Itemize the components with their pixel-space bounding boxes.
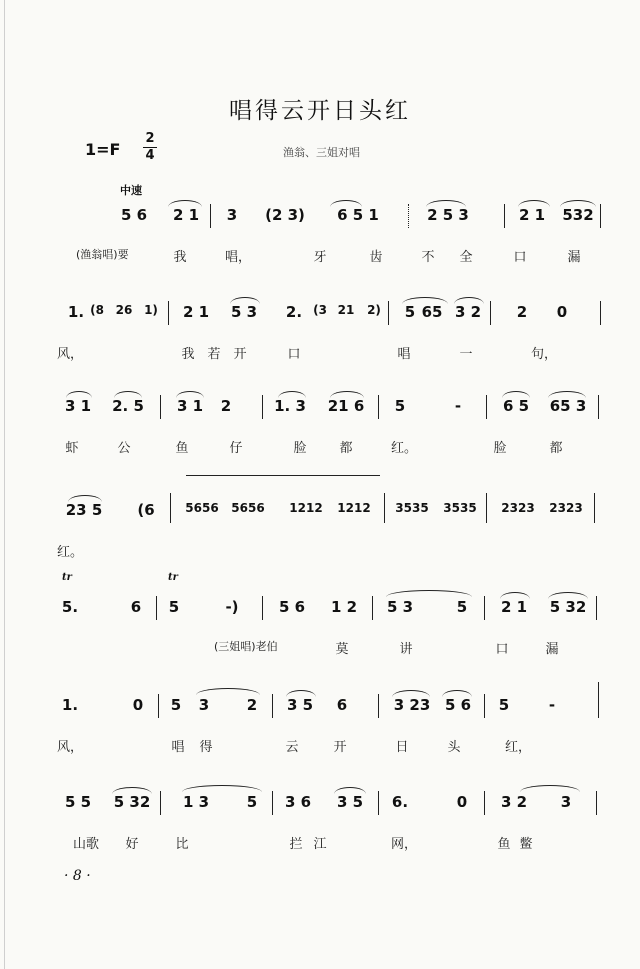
trill-mark: tr (62, 572, 72, 583)
notes-row (0, 696, 640, 726)
note-group: 5 (170, 696, 182, 714)
notes-row (0, 793, 640, 823)
note-group: 5 6 (278, 598, 306, 616)
lyric: 漏 (545, 642, 559, 657)
barline (388, 301, 389, 325)
slur (182, 785, 262, 792)
note-group: 5 3 (230, 303, 258, 321)
slur (230, 297, 260, 304)
note-group: 2 (246, 696, 258, 714)
barline (210, 204, 211, 228)
lyric: 好 (125, 837, 139, 852)
note-group: 5 32 (113, 793, 151, 811)
note-group: 2 1 (518, 206, 546, 224)
lyric: 得 (199, 740, 213, 755)
barline (484, 596, 485, 620)
note-group: (3 (313, 303, 327, 317)
note-group: - (454, 397, 462, 415)
note-group: 2. 5 (112, 397, 144, 415)
note-group: -) (225, 598, 239, 616)
note-group: 5 5 (64, 793, 92, 811)
notes-row (0, 303, 640, 333)
note-group: 5 3 (386, 598, 414, 616)
note-group: 5 (498, 696, 510, 714)
note-group: 5. (61, 598, 79, 616)
slur (168, 200, 202, 207)
note-group: 3 1 (176, 397, 204, 415)
notes-row (0, 501, 640, 531)
lyric: 口 (287, 347, 301, 362)
lyrics-row (0, 736, 640, 756)
barline (408, 204, 409, 228)
lyrics-row (0, 246, 640, 266)
note-group: 1212 (337, 501, 371, 515)
slur (500, 592, 530, 599)
barline (600, 301, 601, 325)
barline (262, 395, 263, 419)
barline (490, 301, 491, 325)
slur (402, 297, 448, 304)
page-number: · 8 · (64, 868, 91, 884)
note-group: 1. (67, 303, 85, 321)
lyric: 头 (447, 740, 461, 755)
lyrics-row (0, 541, 640, 561)
note-group: 3 6 (284, 793, 312, 811)
lyrics-row (0, 833, 640, 853)
barline (262, 596, 263, 620)
note-group: 6 (130, 598, 142, 616)
lyric: 仔 (229, 441, 243, 456)
note-group: 3 (560, 793, 572, 811)
lyric: 开 (333, 740, 347, 755)
note-group: 3535 (395, 501, 429, 515)
note-group: 5 6 (444, 696, 472, 714)
note-group: (8 (90, 303, 104, 317)
barline (504, 204, 505, 228)
key-signature: 1=F (85, 140, 121, 159)
barline (600, 204, 601, 228)
lyric: 拦 (289, 837, 303, 852)
trill-mark: tr (168, 572, 178, 583)
note-group: 3 2 (454, 303, 482, 321)
note-group: 0 (556, 303, 568, 321)
note-group: 5 (394, 397, 406, 415)
note-group: 65 (421, 303, 443, 321)
note-group: (6 (137, 501, 155, 519)
lyric: 风， (56, 347, 84, 362)
note-group: 26 (115, 303, 133, 317)
barline (484, 791, 485, 815)
lyric: 红。 (390, 441, 418, 456)
lyric: 云 (285, 740, 299, 755)
lyric: 若 (207, 347, 221, 362)
barline (384, 493, 385, 523)
singers-note: 渔翁、三姐对唱 (283, 146, 360, 159)
lyric: 我 (173, 250, 187, 265)
lyrics-row (0, 343, 640, 363)
barline (168, 301, 169, 325)
lyric: 唱 (397, 347, 411, 362)
lyric: 山歌 (72, 837, 100, 852)
lyric: 不 (421, 250, 435, 265)
notes-row (0, 397, 640, 427)
note-group: 3 2 (500, 793, 528, 811)
slur (392, 690, 430, 697)
barline (160, 791, 161, 815)
lyric: 莫 (335, 642, 349, 657)
lyric: 口 (495, 642, 509, 657)
lyric: 网， (390, 837, 418, 852)
slur (454, 297, 484, 304)
barline (596, 596, 597, 620)
slur (386, 590, 472, 597)
note-group: 6 5 (502, 397, 530, 415)
barline (486, 493, 487, 523)
slur (278, 391, 306, 398)
barline (378, 694, 379, 718)
notes-row (0, 598, 640, 628)
note-group: 5 32 (549, 598, 587, 616)
note-group: 5 6 (120, 206, 148, 224)
lyric: 唱 (171, 740, 185, 755)
lyric: 口 (513, 250, 527, 265)
lyric: 红。 (56, 545, 84, 560)
barline (272, 694, 273, 718)
note-group: 5 (246, 793, 258, 811)
page-edge (4, 0, 5, 969)
lyric: 都 (549, 441, 563, 456)
note-group: 3 5 (336, 793, 364, 811)
slur (442, 690, 472, 697)
note-group: 3535 (443, 501, 477, 515)
lyrics-row (0, 638, 640, 658)
note-group: 3 23 (393, 696, 431, 714)
note-group: 1. 3 (274, 397, 306, 415)
slur (548, 592, 588, 599)
note-group: 2) (367, 303, 381, 317)
lyric: 开 (233, 347, 247, 362)
note-group: 5 (404, 303, 416, 321)
slur (560, 200, 596, 207)
lyric: 句， (530, 347, 558, 362)
lyric: 全 (459, 250, 473, 265)
lyric: 脸 (493, 441, 507, 456)
barline (378, 791, 379, 815)
time-signature-top: 2 (145, 131, 155, 146)
slur (112, 787, 152, 794)
slur (548, 391, 586, 398)
barline (486, 395, 487, 419)
note-group: (2 3) (265, 206, 305, 224)
note-group: 1. (61, 696, 79, 714)
note-group: 2323 (549, 501, 583, 515)
note-group: 6 (336, 696, 348, 714)
slur (286, 690, 316, 697)
lyric: 红， (504, 740, 532, 755)
lyric: 讲 (399, 642, 413, 657)
lyric: 鳖 (519, 837, 533, 852)
barline (378, 395, 379, 419)
lyric: 脸 (293, 441, 307, 456)
note-group: 3 5 (286, 696, 314, 714)
lyric: 江 (313, 837, 327, 852)
note-group: 65 3 (549, 397, 587, 415)
lyric: 齿 (369, 250, 383, 265)
note-group: 2 1 (500, 598, 528, 616)
note-group: 6 5 1 (337, 206, 379, 224)
lyric: 公 (117, 441, 131, 456)
tempo-marking: 中速 (120, 184, 142, 197)
note-group: 532 (562, 206, 594, 224)
slur (68, 495, 102, 502)
note-group: 0 (132, 696, 144, 714)
lyric: 风， (56, 740, 84, 755)
lyric: 牙 (313, 250, 327, 265)
note-group: 2 1 (182, 303, 210, 321)
slur (334, 787, 366, 794)
barline (158, 694, 159, 718)
note-group: 3 (226, 206, 238, 224)
lyric: 漏 (567, 250, 581, 265)
note-group: 23 5 (65, 501, 103, 519)
barline (598, 395, 599, 419)
note-group: 2 (220, 397, 232, 415)
note-group: 21 6 (327, 397, 365, 415)
barline (594, 493, 595, 523)
barline (272, 791, 273, 815)
lyric: 唱， (224, 250, 252, 265)
note-group: - (548, 696, 556, 714)
slur (66, 391, 92, 398)
slur (502, 391, 530, 398)
note-group: 3 1 (64, 397, 92, 415)
barline (372, 596, 373, 620)
slur (196, 688, 260, 695)
extender-line (186, 475, 380, 476)
barline (598, 682, 599, 718)
barline (156, 596, 157, 620)
note-group: 2 (516, 303, 528, 321)
note-group: 5 (456, 598, 468, 616)
note-group: 21 (337, 303, 355, 317)
lyric: 日 (395, 740, 409, 755)
note-group: 2323 (501, 501, 535, 515)
note-group: 2. (285, 303, 303, 321)
time-signature-bottom: 4 (145, 148, 155, 163)
lyric: 鱼 (497, 837, 511, 852)
note-group: 5 (168, 598, 180, 616)
lyric: (三姐唱)老伯 (214, 640, 278, 653)
lyric: 虾 (65, 441, 79, 456)
note-group: 5656 (185, 501, 219, 515)
note-group: 2 1 (172, 206, 200, 224)
note-group: 3 (198, 696, 210, 714)
barline (170, 493, 171, 523)
note-group: 1) (144, 303, 158, 317)
lyric: 鱼 (175, 441, 189, 456)
note-group: 1212 (289, 501, 323, 515)
slur (330, 391, 364, 398)
slur (518, 200, 550, 207)
note-group: 1 2 (330, 598, 358, 616)
note-group: 1 3 (182, 793, 210, 811)
barline (484, 694, 485, 718)
note-group: 0 (456, 793, 468, 811)
slur (114, 391, 142, 398)
note-group: 6. (391, 793, 409, 811)
song-title: 唱得云开日头红 (229, 98, 411, 124)
lyric: 一 (459, 347, 473, 362)
lyric: 比 (175, 837, 189, 852)
slur (330, 200, 362, 207)
barline (160, 395, 161, 419)
slur (176, 391, 204, 398)
notes-row (0, 206, 640, 236)
time-signature (143, 132, 157, 163)
lyrics-row (0, 437, 640, 457)
barline (596, 791, 597, 815)
slur (426, 200, 466, 207)
lyric: 我 (181, 347, 195, 362)
lyric: 都 (339, 441, 353, 456)
note-group: 2 5 3 (427, 206, 469, 224)
lyric: (渔翁唱)要 (76, 248, 129, 261)
slur (520, 785, 580, 792)
note-group: 5656 (231, 501, 265, 515)
